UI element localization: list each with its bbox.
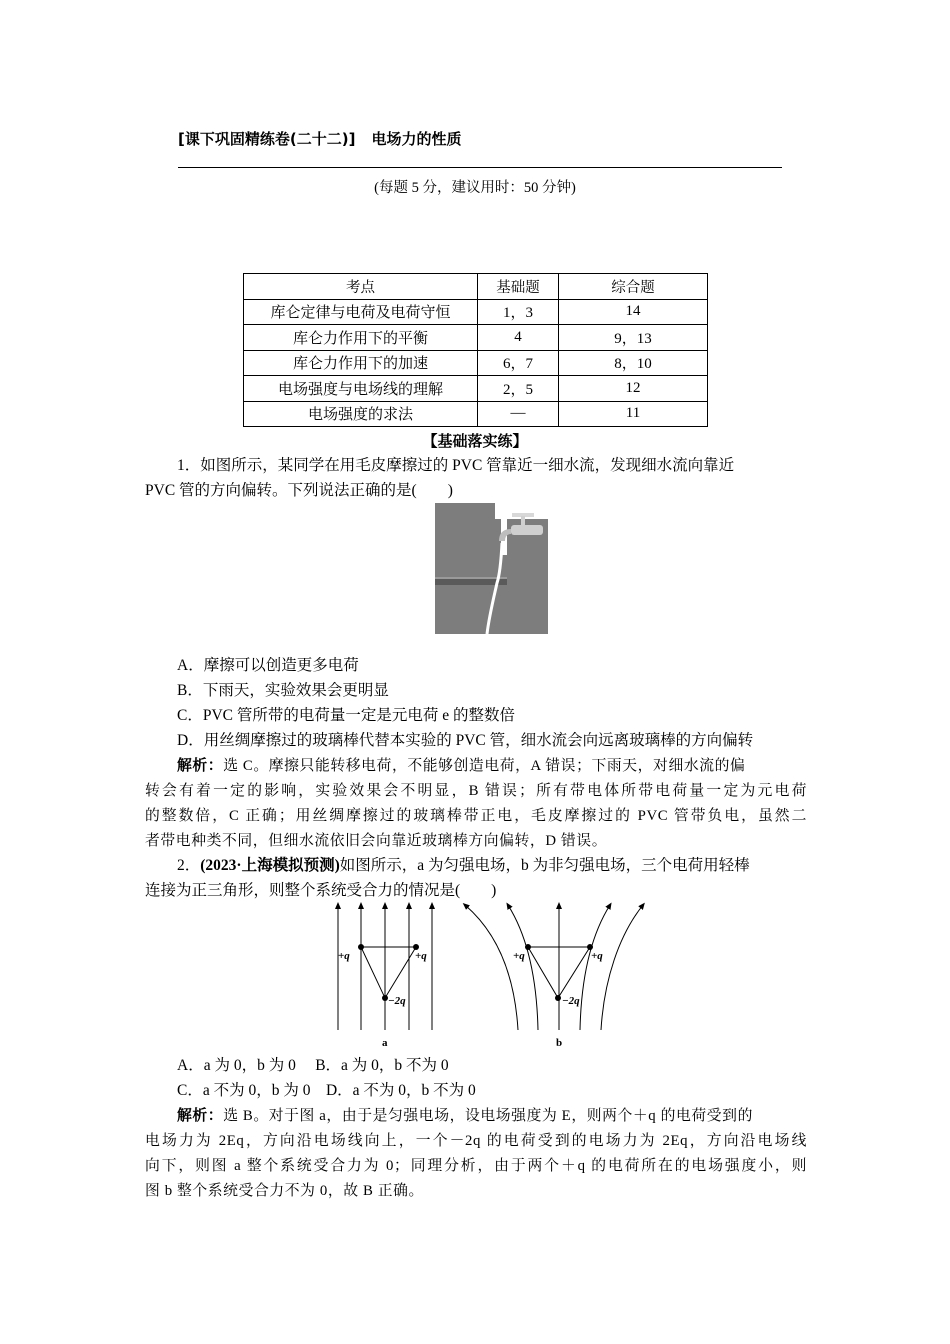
charge-plus-left-a bbox=[358, 944, 364, 950]
q2-stem-rest: 如图所示，a 为匀强电场，b 为非匀强电场，三个电荷用轻棒 bbox=[339, 857, 750, 874]
q1-stem-line2: PVC 管的方向偏转。下列说法正确的是( ) bbox=[145, 482, 453, 499]
table-header-cell: 考点 bbox=[244, 274, 478, 300]
nonuniform-field-lines bbox=[465, 905, 643, 1030]
label-plus-q: +q bbox=[591, 950, 603, 962]
label-plus-q: +q bbox=[338, 950, 350, 962]
table-header-cell: 综合题 bbox=[559, 274, 708, 300]
figure-label-b: b bbox=[556, 1037, 563, 1049]
title-right: 电场力的性质 bbox=[371, 130, 462, 148]
pvc-pipe-highlight bbox=[435, 577, 507, 579]
table-cell: 4 bbox=[478, 325, 559, 351]
triangle-a bbox=[361, 947, 416, 998]
q2-analysis-line2: 电场力为 2Eq，方向沿电场线向上，一个－2q 的电荷受到的电场力为 2Eq，方向沿电场线 bbox=[145, 1133, 807, 1149]
figure-label-a: a bbox=[382, 1037, 388, 1049]
table-row bbox=[244, 350, 708, 376]
table-cell: 8，10 bbox=[559, 350, 708, 376]
q1-option-a: A．摩擦可以创造更多电荷 bbox=[177, 657, 359, 674]
q1-analysis-label: 解析： bbox=[177, 758, 224, 774]
table-cell: 库仑力作用下的加速 bbox=[244, 350, 478, 376]
uniform-field-lines bbox=[338, 905, 432, 1030]
title-left: [课下巩固精练卷(二十二)] bbox=[178, 130, 356, 148]
q1-option-b: B．下雨天，实验效果会更明显 bbox=[177, 682, 389, 699]
table-cell: 库仑定律与电荷及电荷守恒 bbox=[244, 299, 478, 325]
q2-analysis-line4: 图 b 整个系统受合力不为 0，故 B 正确。 bbox=[145, 1183, 424, 1199]
table-header-row bbox=[244, 274, 708, 300]
label-plus-q: +q bbox=[513, 950, 525, 962]
q1-analysis-line1 bbox=[177, 754, 807, 778]
q2-analysis-label: 解析： bbox=[177, 1108, 224, 1124]
field-figure bbox=[325, 900, 645, 1050]
table-cell: 库仑力作用下的平衡 bbox=[244, 325, 478, 351]
faucet-figure bbox=[435, 503, 548, 634]
charge-plus-left-b bbox=[525, 944, 531, 950]
table-cell: 1，3 bbox=[478, 299, 559, 325]
q1-analysis-line4: 者带电种类不同，但细水流依旧会向靠近玻璃棒方向偏转，D 错误。 bbox=[145, 833, 608, 849]
table-cell: 11 bbox=[559, 401, 708, 427]
table-row bbox=[244, 401, 708, 427]
q1-analysis-text: 选 C。摩擦只能转移电荷，不能够创造电荷，A 错误；下雨天，对细水流的偏 bbox=[223, 758, 746, 774]
section-title: 【基础落实练】 bbox=[422, 432, 528, 450]
q1-stem-line1: 1．如图所示，某同学在用毛皮摩擦过的 PVC 管靠近一细水流，发现细水流向靠近 bbox=[177, 457, 735, 474]
table-cell: 电场强度与电场线的理解 bbox=[244, 376, 478, 402]
page-title bbox=[178, 128, 461, 149]
table-cell: 9，13 bbox=[559, 325, 708, 351]
label-minus-2q: −2q bbox=[562, 995, 580, 1007]
q1-option-c: C．PVC 管所带的电荷量一定是元电荷 e 的整数倍 bbox=[177, 707, 515, 724]
table-row bbox=[244, 325, 708, 351]
q2-stem-line1 bbox=[177, 854, 807, 878]
q1-analysis-line2: 转会有着一定的影响，实验效果会不明显，B 错误；所有带电体所带电荷量一定为元电荷 bbox=[145, 783, 807, 799]
title-rule bbox=[178, 167, 782, 168]
table-row bbox=[244, 376, 708, 402]
q2-analysis-line3: 向下，则图 a 整个系统受合力为 0；同理分析，由于两个＋q 的电荷所在的电场强度小，则 bbox=[145, 1158, 807, 1174]
table-cell: 电场强度的求法 bbox=[244, 401, 478, 427]
table-cell: 2，5 bbox=[478, 376, 559, 402]
q2-options-line2: C．a 不为 0，b 为 0 D．a 不为 0，b 不为 0 bbox=[177, 1082, 476, 1099]
table-header-cell: 基础题 bbox=[478, 274, 559, 300]
q2-source: (2023·上海模拟预测) bbox=[200, 857, 340, 874]
topic-table bbox=[243, 273, 708, 427]
table-cell: 14 bbox=[559, 299, 708, 325]
table-cell: 6，7 bbox=[478, 350, 559, 376]
q2-analysis-line1 bbox=[177, 1104, 807, 1128]
q1-analysis-line3: 的整数倍，C 正确；用丝绸摩擦过的玻璃棒带正电，毛皮摩擦过的 PVC 管带负电，虽然二 bbox=[145, 808, 807, 824]
q2-number: 2． bbox=[177, 857, 201, 874]
q1-option-d: D．用丝绸摩擦过的玻璃棒代替本实验的 PVC 管，细水流会向远离玻璃棒的方向偏转 bbox=[177, 732, 754, 749]
table-row bbox=[244, 299, 708, 325]
subtitle: (每题 5 分，建议用时：50 分钟) bbox=[374, 180, 576, 196]
label-minus-2q: −2q bbox=[388, 995, 406, 1007]
q2-options-line1: A．a 为 0，b 为 0 B．a 为 0，b 不为 0 bbox=[177, 1057, 449, 1074]
table-cell: 12 bbox=[559, 376, 708, 402]
q2-analysis-text: 选 B。对于图 a，由于是匀强电场，设电场强度为 E，则两个＋q 的电荷受到的 bbox=[223, 1108, 753, 1124]
label-plus-q: +q bbox=[415, 950, 427, 962]
table-cell: — bbox=[478, 401, 559, 427]
q2-stem-line2: 连接为正三角形，则整个系统受合力的情况是( ) bbox=[145, 882, 497, 899]
charge-minus-b bbox=[555, 995, 561, 1001]
